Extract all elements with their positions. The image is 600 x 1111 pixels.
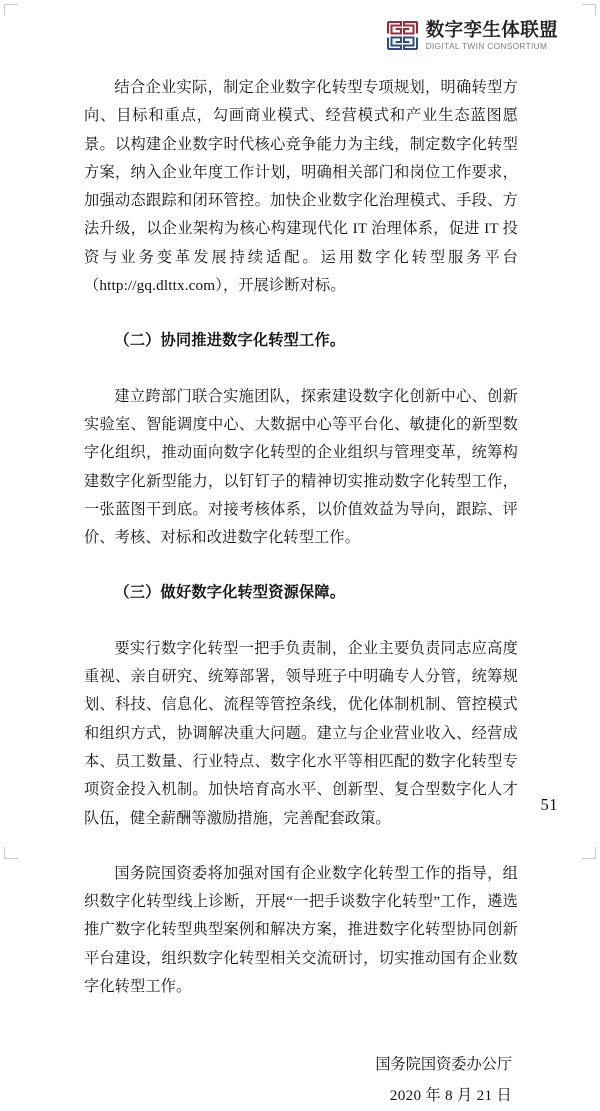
paragraph-3: 要实行数字化转型一把手负责制，企业主要负责同志应高度重视、亲自研究、统筹部署，领导班子中明确专人分管，统筹规划、科技、信息化、流程等管控条线，优化体制机制、管控模式和组织方式，协调解决重大问题。建立与企业营业收入、经营成本、员工数量、行业特点、数字化水平等相匹配的数字化转型专项资金投入机制。加快培育高水平、创新型、复合型数字化人才队伍，健全薪酬等激励措施，完善配套政策。 [84,639,518,827]
signature-block [84,1049,518,1111]
document-header [386,20,558,51]
spacer [84,608,518,635]
brand-name-en: DIGITAL TWIN CONSORTIUM [425,40,548,51]
spacer [84,1001,518,1049]
page-border-mask-left [4,16,7,847]
page-border-mask-top [18,4,582,7]
section-heading-3: （三）做好数字化转型资源保障。 [114,584,346,602]
signature-issuer: 国务院国资委办公厅 [375,1056,512,1074]
spacer [84,356,518,383]
paragraph-1: 结合企业实际，制定企业数字化转型专项规划，明确转型方向、目标和重点，勾画商业模式、经营模式和产业生态蓝图愿景。以构建企业数字时代核心竞争能力为主线，制定数字化转型方案，纳入企业年度工作计划，明确相关部门和岗位工作要求，加强动态跟踪和闭环管控。加快企业数字化治理模式、手段、方法升级，以企业架构为核心构建现代化 IT 治理体系，促进 IT 投资与业务变革发展持续适配。运用数字化转型服务平台（http://gq.dlttx.com），开展诊断对标。 [84,79,518,295]
brand-lockup [426,21,558,50]
page-border-mask-right [593,16,596,847]
signature-date: 2020 年 8 月 21 日 [389,1087,512,1105]
section-heading-2: （二）协同推进数字化转型工作。 [114,332,346,350]
consortium-logo-icon [386,20,419,51]
spacer [84,552,518,579]
spacer [84,833,518,860]
brand-name-cn: 数字孪生体联盟 [425,19,558,41]
paragraph-2: 建立跨部门联合实施团队，探索建设数字化创新中心、创新实验室、智能调度中心、大数据中心等平台化、敏捷化的新型数字化组织，推动面向数字化转型的企业组织与管理变革，统筹构建数字化新型能力，以钉钉子的精神切实推动数字化转型工作，一张蓝图干到底。对接考核体系，以价值效益为导向，跟踪、评价、考核、对标和改进数字化转型工作。 [84,387,518,547]
spacer [84,300,518,327]
page-number: 51 [540,795,558,814]
document-body [84,74,518,1111]
paragraph-4: 国务院国资委将加强对国有企业数字化转型工作的指导，组织数字化转型线上诊断，开展“一把手谈数字化转型”工作，遴选推广数字化转型典型案例和解决方案，推进数字化转型协同创新平台建设，组织数字化转型相关交流研讨，切实推动国有企业数字化转型工作。 [84,864,518,996]
